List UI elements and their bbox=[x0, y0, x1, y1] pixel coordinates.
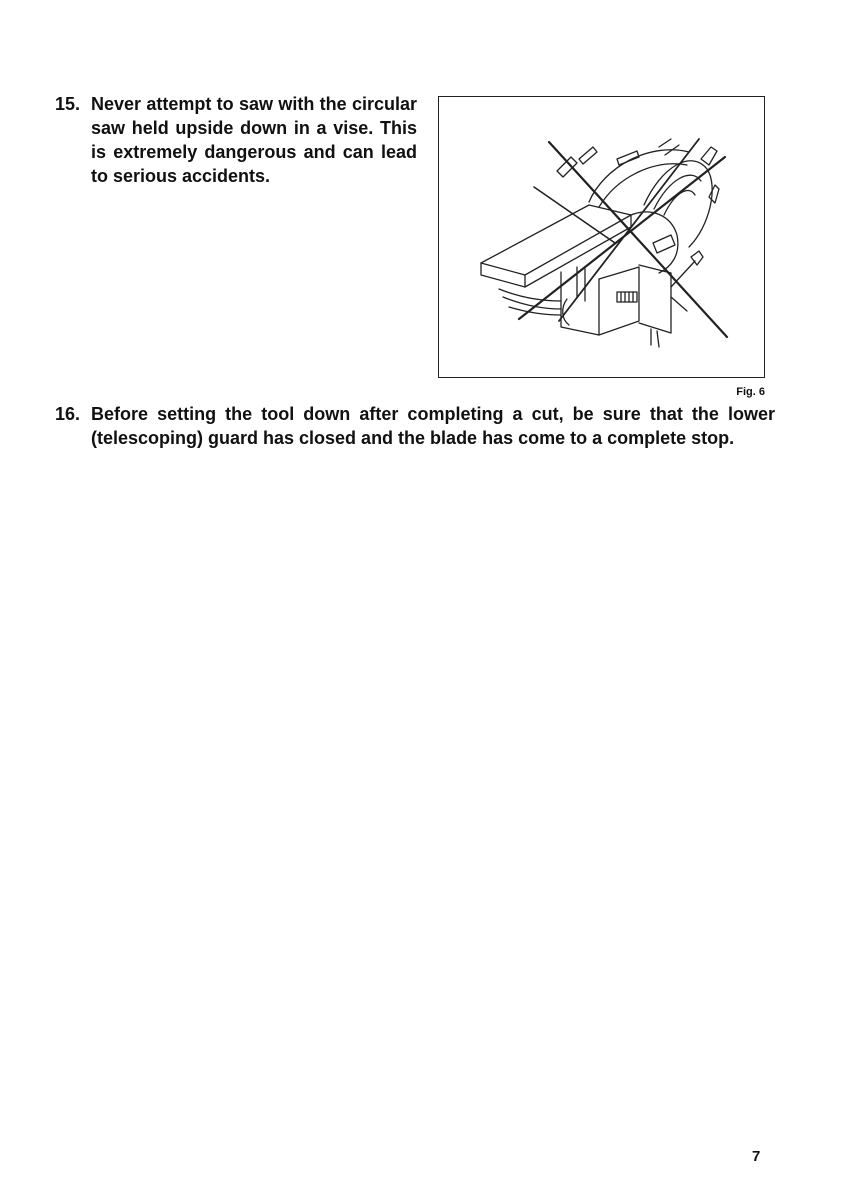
figure-6 bbox=[438, 96, 765, 378]
page-number: 7 bbox=[752, 1148, 761, 1165]
item-text: Never attempt to saw with the circular saw held upside down in a vise. This is extremely dangerous and can lead to serious accidents. bbox=[91, 94, 417, 186]
figure-caption: Fig. 6 bbox=[736, 386, 765, 398]
saw-in-vise-illustration bbox=[439, 97, 763, 376]
item-number: 15. bbox=[55, 94, 81, 114]
item-number: 16. bbox=[55, 404, 81, 424]
item-text: Before setting the tool down after completing a cut, be sure that the lower (telescoping) guard has closed and the blade has come to a complete stop. bbox=[91, 404, 775, 448]
instruction-item-16 bbox=[55, 402, 775, 454]
instruction-item-15 bbox=[55, 92, 417, 192]
